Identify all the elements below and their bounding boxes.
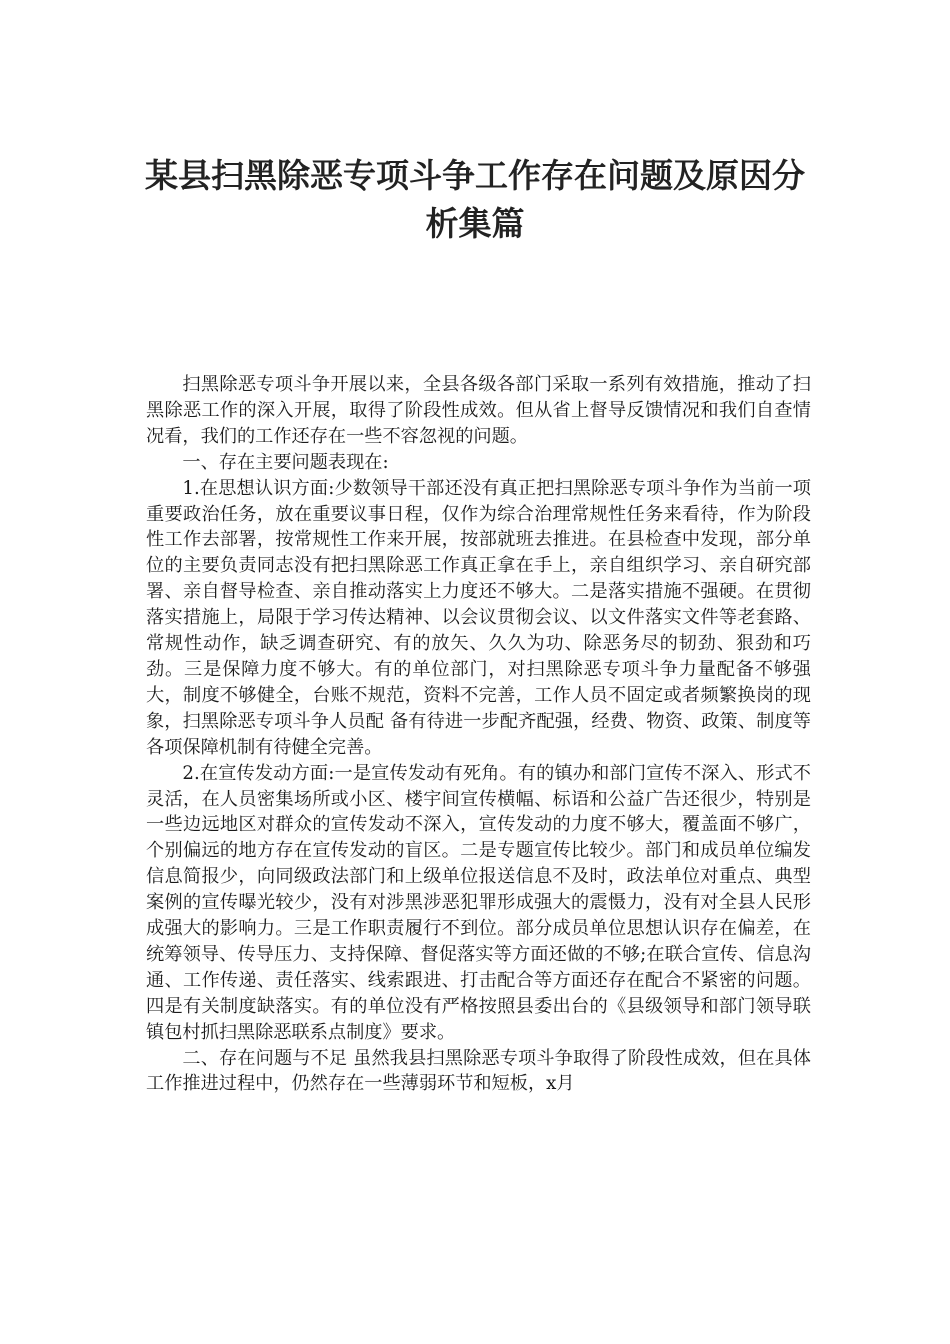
section-heading-1: 一、存在主要问题表现在:	[182, 451, 389, 473]
paragraph-ideology: 1.在思想认识方面:少数领导干部还没有真正把扫黑除恶专项斗争作为当前一项重要政治任务，放在重要议事日程，仅作为综合治理常规性任务来看待，作为阶段性工作去部署，按常规性工作来开展，按部就班去推进。在县检查中发现，部分单位的主要负责同志没有把扫黑除恶工作真正拿在手上，亲自组织学习、亲自研究部署、亲自督导检查、亲自推动落实上力度还不够大。二是落实措施不强硬。在贯彻落实措施上，局限于学习传达精神、以会议贯彻会议、以文件落实文件等老套路、常规性动作，缺乏调查研究、有的放矢、久久为功、除恶务尽的韧劲、狠劲和巧劲。三是保障力度不够大。有的单位部门，对扫黑除恶专项斗争力量配备不够强大，制度不够健全，台账不规范，资料不完善，工作人员不固定或者频繁换岗的现象，扫黑除恶专项斗争人员配 备有待进一步配齐配强，经费、物资、政策、制度等各项保障机制有待健全完善。	[146, 477, 811, 758]
document-body	[146, 372, 811, 1097]
document-title: 某县扫黑除恶专项斗争工作存在问题及原因分析集篇	[145, 156, 805, 243]
paragraph-publicity: 2.在宣传发动方面:一是宣传发动有死角。有的镇办和部门宣传不深入、形式不灵活，在人员密集场所或小区、楼宇间宣传横幅、标语和公益广告还很少，特别是一些边远地区对群众的宣传发动不深入，宣传发动的力度不够大，覆盖面不够广，个别偏远的地方存在宣传发动的盲区。二是专题宣传比较少。部门和成员单位编发信息简报少，向同级政法部门和上级单位报送信息不及时，政法单位对重点、典型案例的宣传曝光较少，没有对涉黑涉恶犯罪形成强大的震慑力，没有对全县人民形成强大的影响力。三是工作职责履行不到位。部分成员单位思想认识存在偏差，在统筹领导、传导压力、支持保障、督促落实等方面还做的不够;在联合宣传、信息沟通、工作传递、责任落实、线索跟进、打击配合等方面还存在配合不紧密的问题。四是有关制度缺落实。有的单位没有严格按照县委出台的《县级领导和部门领导联镇包村抓扫黑除恶联系点制度》要求。	[146, 762, 811, 1043]
intro-paragraph: 扫黑除恶专项斗争开展以来，全县各级各部门采取一系列有效措施，推动了扫黑除恶工作的深入开展，取得了阶段性成效。但从省上督导反馈情况和我们自查情况看，我们的工作还存在一些不容忽视的问题。	[146, 374, 811, 447]
section-heading-2: 二、存在问题与不足 虽然我县扫黑除恶专项斗争取得了阶段性成效，但在具体工作推进过程中，仍然存在一些薄弱环节和短板，x月	[146, 1047, 811, 1095]
